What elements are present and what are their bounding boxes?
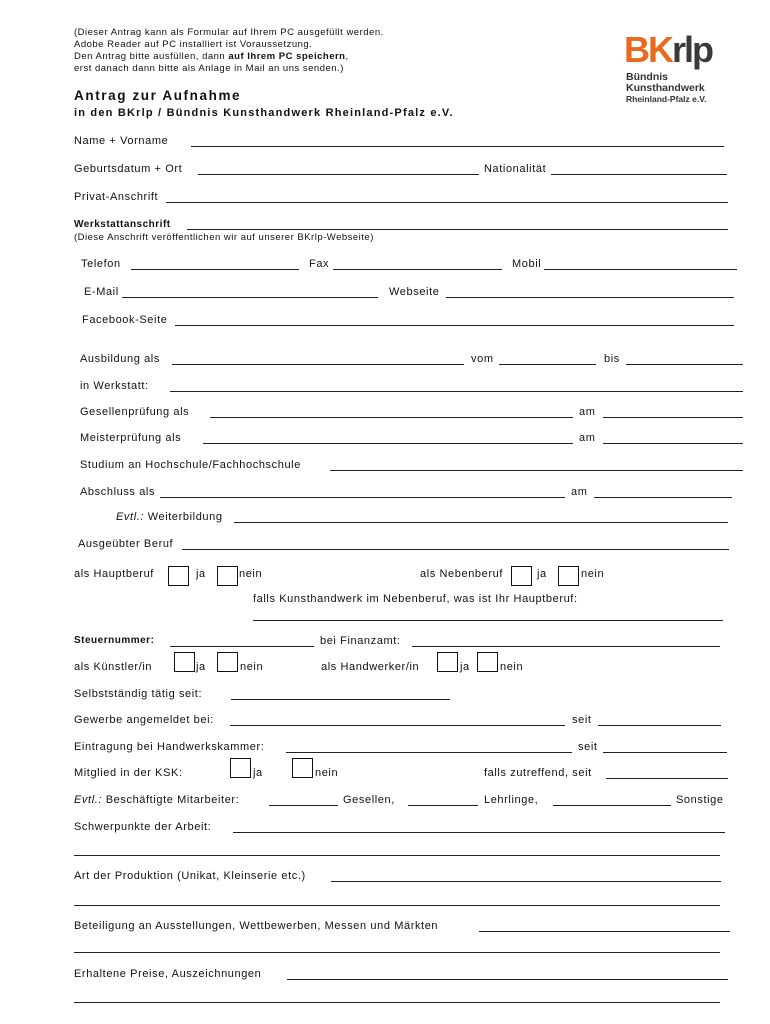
bis-field[interactable] <box>626 364 743 365</box>
eintragung-field[interactable] <box>286 752 572 753</box>
label-gesellen: Gesellenprüfung als <box>80 406 190 418</box>
nebenberuf-nein-checkbox[interactable] <box>558 566 579 586</box>
label-handwerker: als Handwerker/in <box>321 661 420 673</box>
name-field[interactable] <box>191 146 724 147</box>
studium-field[interactable] <box>330 470 743 471</box>
label-ja-2: ja <box>537 568 547 580</box>
mobil-field[interactable] <box>544 269 737 270</box>
nationalitaet-field[interactable] <box>551 174 727 175</box>
weiterbildung-field[interactable] <box>234 522 728 523</box>
gesellen-am-field[interactable] <box>603 417 743 418</box>
label-hauptberuf: als Hauptberuf <box>74 568 154 580</box>
label-falls-seit: falls zutreffend, seit <box>484 767 592 779</box>
label-facebook: Facebook-Seite <box>82 314 168 326</box>
label-gesellen-2: Gesellen, <box>343 794 395 806</box>
kuenstler-nein-checkbox[interactable] <box>217 652 238 672</box>
label-nein-2: nein <box>581 568 605 580</box>
kuenstler-ja-checkbox[interactable] <box>174 652 195 672</box>
eintragung-seit-field[interactable] <box>603 752 727 753</box>
sonstige-count-field[interactable] <box>553 805 671 806</box>
intro-line-4: erst danach dann bitte als Anlage in Mail an uns senden.) <box>74 63 344 74</box>
facebook-field[interactable] <box>175 325 734 326</box>
intro-line-1: (Dieser Antrag kann als Formular auf Ihrem PC ausgefüllt werden. <box>74 27 384 38</box>
schwerpunkte-field-2[interactable] <box>74 855 720 856</box>
label-produktion: Art der Produktion (Unikat, Kleinserie etc.) <box>74 870 306 882</box>
label-schwerpunkte: Schwerpunkte der Arbeit: <box>74 821 212 833</box>
telefon-field[interactable] <box>131 269 299 270</box>
label-studium: Studium an Hochschule/Fachhochschule <box>80 459 301 471</box>
label-beteiligung: Beteiligung an Ausstellungen, Wettbewerben, Messen und Märkten <box>74 920 439 932</box>
label-nebenberuf: als Nebenberuf <box>420 568 504 580</box>
label-am-1: am <box>579 406 596 418</box>
hauptberuf-nein-checkbox[interactable] <box>217 566 238 586</box>
label-ja-3: ja <box>196 661 206 673</box>
lehrlinge-count-field[interactable] <box>408 805 478 806</box>
geburt-field[interactable] <box>198 174 479 175</box>
label-am-2: am <box>579 432 596 444</box>
label-am-3: am <box>571 486 588 498</box>
gesellen-count-field[interactable] <box>269 805 338 806</box>
beruf-field[interactable] <box>182 549 729 550</box>
label-bis: bis <box>604 353 620 365</box>
label-beruf: Ausgeübter Beruf <box>78 538 174 550</box>
handwerker-ja-checkbox[interactable] <box>437 652 458 672</box>
abschluss-am-field[interactable] <box>594 497 732 498</box>
label-meister: Meisterprüfung als <box>80 432 182 444</box>
gewerbe-seit-field[interactable] <box>598 725 721 726</box>
email-field[interactable] <box>122 297 378 298</box>
label-eintragung: Eintragung bei Handwerkskammer: <box>74 741 265 753</box>
finanzamt-field[interactable] <box>412 646 720 647</box>
label-telefon: Telefon <box>81 258 121 270</box>
label-lehrlinge: Lehrlinge, <box>484 794 539 806</box>
label-ksk: Mitglied in der KSK: <box>74 767 183 779</box>
steuernummer-field[interactable] <box>170 646 314 647</box>
logo-line-2: Kunsthandwerk <box>626 82 705 94</box>
in-werkstatt-field[interactable] <box>170 391 743 392</box>
intro-line-2: Adobe Reader auf PC installiert ist Voraussetzung. <box>74 39 313 50</box>
label-abschluss: Abschluss als <box>80 486 156 498</box>
nebenberuf-ja-checkbox[interactable] <box>511 566 532 586</box>
beteiligung-field[interactable] <box>479 931 730 932</box>
label-ja-1: ja <box>196 568 206 580</box>
gesellen-field[interactable] <box>210 417 573 418</box>
label-falls-nebenberuf: falls Kunsthandwerk im Nebenberuf, was ist Ihr Hauptberuf: <box>253 593 578 605</box>
label-privat: Privat-Anschrift <box>74 191 159 203</box>
label-gewerbe: Gewerbe angemeldet bei: <box>74 714 214 726</box>
label-seit-1: seit <box>572 714 592 726</box>
label-selbst: Selbstständig tätig seit: <box>74 688 203 700</box>
label-in-werkstatt: in Werkstatt: <box>80 380 149 392</box>
intro-line-3: Den Antrag bitte ausfüllen, dann auf Ihrem PC speichern, <box>74 51 349 62</box>
gewerbe-field[interactable] <box>230 725 565 726</box>
label-ja-5: ja <box>253 767 263 779</box>
ksk-ja-checkbox[interactable] <box>230 758 251 778</box>
meister-field[interactable] <box>203 443 573 444</box>
werkstatt-field[interactable] <box>187 229 728 230</box>
werkstatt-note: (Diese Anschrift veröffentlichen wir auf unserer BKrlp-Webseite) <box>74 232 374 243</box>
fax-field[interactable] <box>333 269 502 270</box>
label-geburt: Geburtsdatum + Ort <box>74 163 183 175</box>
label-vom: vom <box>471 353 494 365</box>
logo-line-1: Bündnis <box>626 71 668 83</box>
label-mitarbeiter: Evtl.: Beschäftigte Mitarbeiter: <box>74 794 240 806</box>
label-preise: Erhaltene Preise, Auszeichnungen <box>74 968 262 980</box>
label-name: Name + Vorname <box>74 135 169 147</box>
logo-mark-rlp: rlp <box>672 29 713 70</box>
label-email: E-Mail <box>84 286 119 298</box>
label-sonstige: Sonstige <box>676 794 724 806</box>
produktion-field-2[interactable] <box>74 905 720 906</box>
ksk-seit-field[interactable] <box>606 778 728 779</box>
page-title: Antrag zur Aufnahme <box>74 88 242 103</box>
logo-line-3: Rheinland-Pfalz e.V. <box>626 94 707 104</box>
logo-mark-bk: BK <box>624 29 672 70</box>
hauptberuf-field[interactable] <box>253 620 723 621</box>
abschluss-field[interactable] <box>160 497 565 498</box>
label-nein-5: nein <box>315 767 339 779</box>
preise-field[interactable] <box>287 979 728 980</box>
meister-am-field[interactable] <box>603 443 743 444</box>
label-ja-4: ja <box>460 661 470 673</box>
label-kuenstler: als Künstler/in <box>74 661 153 673</box>
bkrlp-logo-icon <box>624 30 724 106</box>
label-nein-1: nein <box>239 568 263 580</box>
beteiligung-field-2[interactable] <box>74 952 720 953</box>
produktion-field[interactable] <box>331 881 721 882</box>
label-nein-4: nein <box>500 661 524 673</box>
label-ausbildung: Ausbildung als <box>80 353 160 365</box>
label-seit-2: seit <box>578 741 598 753</box>
label-fax: Fax <box>309 258 330 270</box>
webseite-field[interactable] <box>446 297 734 298</box>
preise-field-2[interactable] <box>74 1002 720 1003</box>
schwerpunkte-field[interactable] <box>233 832 725 833</box>
label-nein-3: nein <box>240 661 264 673</box>
label-mobil: Mobil <box>512 258 542 270</box>
label-finanzamt: bei Finanzamt: <box>320 635 401 647</box>
page-subtitle: in den BKrlp / Bündnis Kunsthandwerk Rheinland-Pfalz e.V. <box>74 107 454 119</box>
selbst-field[interactable] <box>231 699 450 700</box>
handwerker-nein-checkbox[interactable] <box>477 652 498 672</box>
ksk-nein-checkbox[interactable] <box>292 758 313 778</box>
label-steuernummer: Steuernummer: <box>74 635 155 646</box>
label-weiterbildung: Evtl.: Weiterbildung <box>116 511 223 523</box>
label-webseite: Webseite <box>389 286 440 298</box>
privat-field[interactable] <box>166 202 728 203</box>
ausbildung-field[interactable] <box>172 364 464 365</box>
hauptberuf-ja-checkbox[interactable] <box>168 566 189 586</box>
vom-field[interactable] <box>499 364 596 365</box>
label-nationalitaet: Nationalität <box>484 163 547 175</box>
label-werkstatt: Werkstattanschrift <box>74 219 171 230</box>
